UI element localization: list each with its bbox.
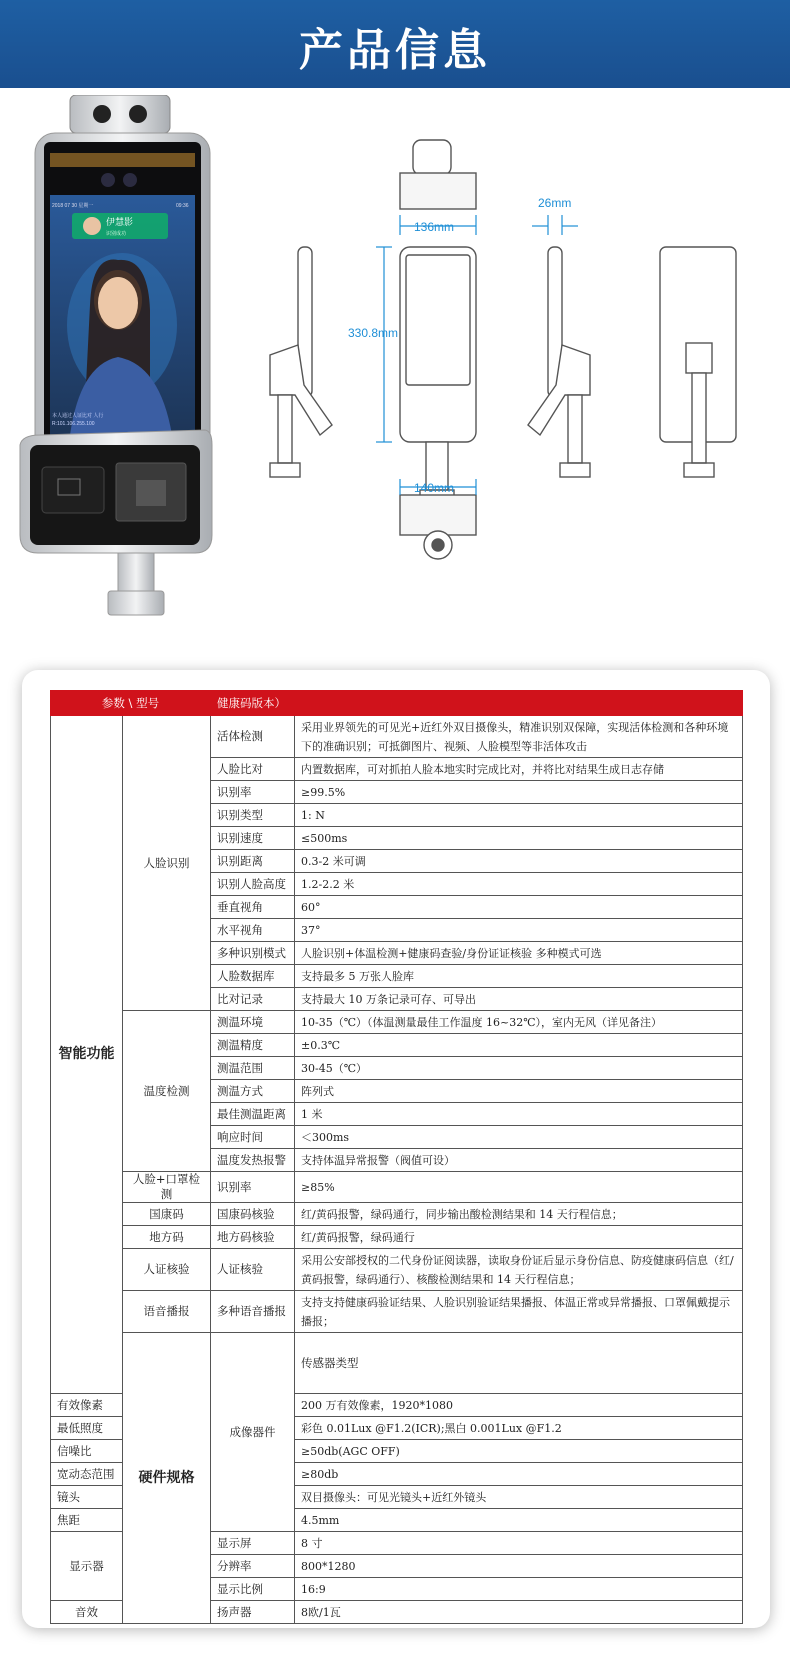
group-voice: 语音播报 bbox=[123, 1291, 211, 1333]
group-id-verify: 人证核验 bbox=[123, 1249, 211, 1291]
group-mask: 人脸+口罩检测 bbox=[123, 1172, 211, 1203]
spec-value: 60° bbox=[295, 896, 743, 919]
technical-drawing bbox=[270, 140, 736, 559]
spec-value: 支持最大 10 万条记录可存、可导出 bbox=[295, 988, 743, 1011]
header-model-label: 健康码版本） bbox=[211, 691, 743, 716]
spec-value: 8 寸 bbox=[295, 1532, 743, 1555]
spec-value: 采用公安部授权的二代身份证阅读器，读取身份证后显示身份信息、防疫健康码信息（红/黄码报警，绿码通行）、核酸检测结果和 14 天行程信息； bbox=[295, 1249, 743, 1291]
group-national-code: 国康码 bbox=[123, 1203, 211, 1226]
group-audio: 音效 bbox=[51, 1601, 123, 1624]
spec-value: 200 万有效像素，1920*1080 bbox=[295, 1394, 743, 1417]
spec-label: 分辨率 bbox=[211, 1555, 295, 1578]
spec-label: 多种识别模式 bbox=[211, 942, 295, 965]
spec-value: 彩色 0.01Lux @F1.2(ICR);黑白 0.001Lux @F1.2 bbox=[295, 1417, 743, 1440]
spec-label: 国康码核验 bbox=[211, 1203, 295, 1226]
table-row bbox=[51, 1203, 743, 1226]
screen-name-sub: 识别成功 bbox=[106, 231, 127, 237]
spec-value: 0.3-2 米可调 bbox=[295, 850, 743, 873]
dim-height: 330.8mm bbox=[348, 326, 399, 340]
spec-label: 响应时间 bbox=[211, 1126, 295, 1149]
spec-value: 4.5mm bbox=[295, 1509, 743, 1532]
spec-label: 活体检测 bbox=[211, 716, 295, 758]
spec-value: ≥85% bbox=[295, 1172, 743, 1203]
spec-label: 识别率 bbox=[211, 781, 295, 804]
screen-footer-line2: R:101.106.255.100 bbox=[52, 421, 95, 427]
table-row bbox=[51, 1226, 743, 1249]
spec-value: ≥50db(AGC OFF) bbox=[295, 1440, 743, 1463]
spec-value: 支持体温异常报警（阀值可设） bbox=[295, 1149, 743, 1172]
spec-value: 800*1280 bbox=[295, 1555, 743, 1578]
spec-label: 比对记录 bbox=[211, 988, 295, 1011]
screen-name: 伊慧影 bbox=[106, 217, 134, 227]
spec-label: 显示屏 bbox=[211, 1532, 295, 1555]
spec-label: 识别率 bbox=[211, 1172, 295, 1203]
spec-label: 扬声器 bbox=[211, 1601, 295, 1624]
spec-value: 1 米 bbox=[295, 1103, 743, 1126]
spec-label: 焦距 bbox=[51, 1509, 123, 1532]
spec-value: 红/黄码报警，绿码通行，同步输出酸检测结果和 14 天行程信息； bbox=[295, 1203, 743, 1226]
spec-value: 8欧/1瓦 bbox=[295, 1601, 743, 1624]
spec-label: 人脸数据库 bbox=[211, 965, 295, 988]
spec-value: 10-35（℃）（体温测量最佳工作温度 16~32℃），室内无风（详见备注） bbox=[295, 1011, 743, 1034]
spec-value: 人脸识别+体温检测+健康码查验/身份证证核验 多种模式可选 bbox=[295, 942, 743, 965]
table-row bbox=[51, 1291, 743, 1333]
spec-label: 识别速度 bbox=[211, 827, 295, 850]
spec-label: 传感器类型 bbox=[295, 1333, 743, 1394]
spec-value: 16:9 bbox=[295, 1578, 743, 1601]
spec-value: 30-45（℃） bbox=[295, 1057, 743, 1080]
header-banner bbox=[0, 0, 790, 88]
spec-label: 最佳测温距离 bbox=[211, 1103, 295, 1126]
spec-label: 识别类型 bbox=[211, 804, 295, 827]
group-display: 显示器 bbox=[51, 1532, 123, 1601]
dim-side-depth: 26mm bbox=[538, 196, 572, 210]
spec-label: 测温范围 bbox=[211, 1057, 295, 1080]
table-row bbox=[51, 1172, 743, 1203]
spec-value: 37° bbox=[295, 919, 743, 942]
page-title: 产品信息 bbox=[299, 25, 491, 76]
section-hardware: 硬件规格 bbox=[123, 1333, 211, 1624]
group-temperature: 温度检测 bbox=[123, 1011, 211, 1172]
spec-value: 1.2-2.2 米 bbox=[295, 873, 743, 896]
group-local-code: 地方码 bbox=[123, 1226, 211, 1249]
spec-value: 红/黄码报警，绿码通行 bbox=[295, 1226, 743, 1249]
table-row bbox=[51, 716, 743, 758]
spec-table bbox=[50, 690, 743, 1624]
header-param-label: 参数 \ 型号 bbox=[51, 691, 211, 716]
spec-value: 内置数据库，可对抓拍人脸本地实时完成比对，并将比对结果生成日志存储 bbox=[295, 758, 743, 781]
table-row bbox=[51, 1249, 743, 1291]
device-photo bbox=[20, 95, 212, 615]
product-drawing bbox=[0, 95, 790, 665]
spec-value: 1: N bbox=[295, 804, 743, 827]
spec-value: 阵列式 bbox=[295, 1080, 743, 1103]
spec-value: 采用业界领先的可见光+近红外双目摄像头，精准识别双保障，实现活体检测和各种环境下的准确识别；可抵御图片、视频、人脸模型等非活体攻击 bbox=[295, 716, 743, 758]
screen-status-time: 2018 07 30 星期一 bbox=[52, 203, 94, 209]
spec-label: 测温环境 bbox=[211, 1011, 295, 1034]
spec-label: 有效像素 bbox=[51, 1394, 123, 1417]
screen-status-right: 09:36 bbox=[176, 203, 189, 209]
section-smart: 智能功能 bbox=[51, 716, 123, 1394]
spec-label: 镜头 bbox=[51, 1486, 123, 1509]
spec-label: 显示比例 bbox=[211, 1578, 295, 1601]
spec-label: 人脸比对 bbox=[211, 758, 295, 781]
table-row bbox=[51, 1011, 743, 1034]
spec-label: 温度发热报警 bbox=[211, 1149, 295, 1172]
spec-value: ≤500ms bbox=[295, 827, 743, 850]
table-header-row bbox=[51, 691, 743, 716]
spec-label: 识别距离 bbox=[211, 850, 295, 873]
spec-label: 信噪比 bbox=[51, 1440, 123, 1463]
spec-value: ≥80db bbox=[295, 1463, 743, 1486]
spec-value: 支持支持健康码验证结果、人脸识别验证结果播报、体温正常或异常播报、口罩佩戴提示播报； bbox=[295, 1291, 743, 1333]
spec-value: 双目摄像头：可见光镜头+近红外镜头 bbox=[295, 1486, 743, 1509]
dim-bottom-width: 140mm bbox=[414, 481, 455, 495]
group-face: 人脸识别 bbox=[123, 716, 211, 1011]
spec-value: ±0.3℃ bbox=[295, 1034, 743, 1057]
spec-label: 地方码核验 bbox=[211, 1226, 295, 1249]
product-figure bbox=[0, 95, 790, 665]
spec-label: 测温精度 bbox=[211, 1034, 295, 1057]
screen-footer-line1: 本人通过人证比对 人行 bbox=[52, 413, 104, 419]
spec-label: 最低照度 bbox=[51, 1417, 123, 1440]
spec-label: 水平视角 bbox=[211, 919, 295, 942]
table-row bbox=[51, 1333, 743, 1394]
spec-value: 支持最多 5 万张人脸库 bbox=[295, 965, 743, 988]
spec-value: ≥99.5% bbox=[295, 781, 743, 804]
spec-label: 识别人脸高度 bbox=[211, 873, 295, 896]
spec-label: 多种语音播报 bbox=[211, 1291, 295, 1333]
spec-label: 垂直视角 bbox=[211, 896, 295, 919]
group-imaging: 成像器件 bbox=[211, 1333, 295, 1532]
dim-top-width: 136mm bbox=[414, 220, 455, 234]
spec-value: ＜300ms bbox=[295, 1126, 743, 1149]
spec-label: 测温方式 bbox=[211, 1080, 295, 1103]
spec-label: 宽动态范围 bbox=[51, 1463, 123, 1486]
spec-label: 人证核验 bbox=[211, 1249, 295, 1291]
